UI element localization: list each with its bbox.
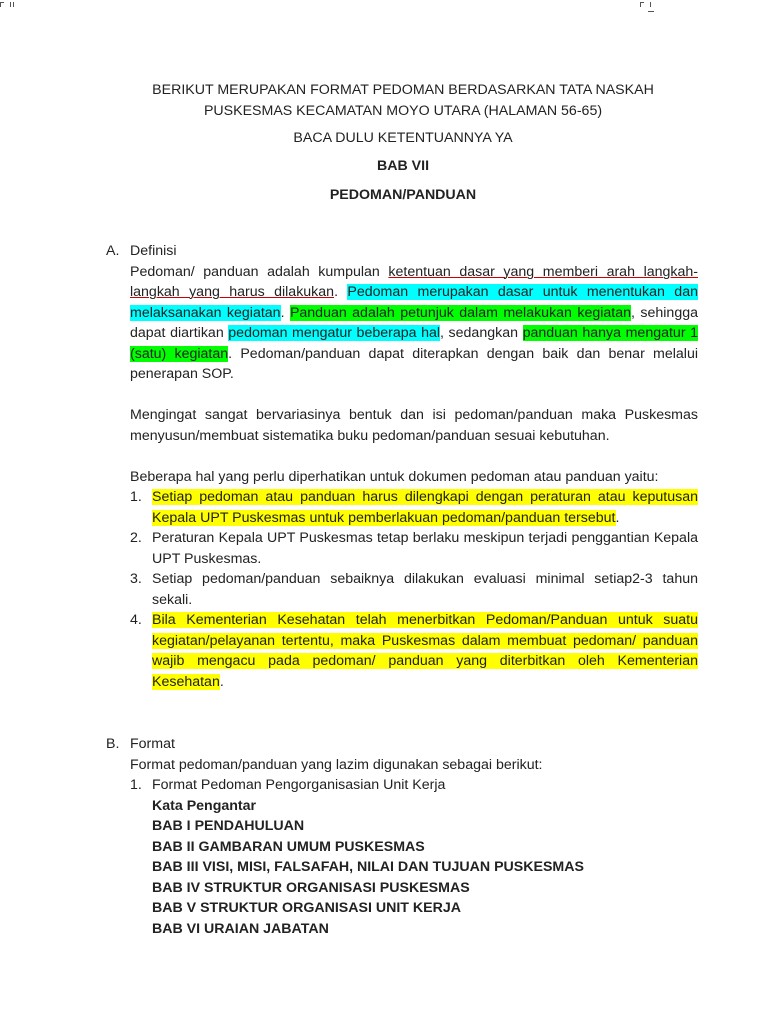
considerations-list [106,487,698,692]
section-a-letter: A. [106,243,120,259]
list-text: Format Pedoman Pengorganisasian Unit Kerja [152,777,446,793]
document-title [118,80,688,121]
section-b-heading [106,734,698,755]
yellow-highlight: Bila Kementerian Kesehatan telah menerbitkan Pedoman/Panduan untuk suatu kegiatan/pelayanan tertentu, maka Puskesmas dalam membuat pedoman/ panduan wajib mengacu pada pedoman/ panduan yang diterbitkan oleh Kementerian Kesehatan [152,612,698,690]
section-b-title: Format [130,736,175,752]
section-definisi [106,241,698,692]
text-run: . [219,673,224,690]
yellow-highlight: Setiap pedoman atau panduan harus dilengkapi dengan peraturan atau keputusan Kepala UPT Puskesmas untuk pemberlakuan pedoman/panduan tersebut [152,489,698,526]
list-item [130,569,698,610]
cyan-highlight: Pedoman merupakan dasar untuk menentukan dan melaksanakan kegiatan [130,284,698,321]
text-run: . [280,304,290,321]
outline-list [106,796,698,940]
section-format [106,734,698,939]
crop-mark-top-right [638,0,656,14]
green-highlight: panduan hanya mengatur 1 (satu) kegiatan [130,325,699,362]
chapter-title: PEDOMAN/PANDUAN [329,187,477,203]
text-run: . Pedoman/panduan dapat diterapkan dengan baik dan benar melalui penerapan SOP. [130,345,698,382]
list-number: 1. [130,489,142,505]
list-number: 1. [130,777,142,793]
text-run: . [334,284,348,300]
outline-item: BAB VI URAIAN JABATAN [152,920,329,937]
outline-item: BAB V STRUKTUR ORGANISASI UNIT KERJA [152,900,461,916]
cyan-highlight: pedoman mengatur beberapa hal [228,325,441,341]
considerations-intro: Beberapa hal yang perlu diperhatikan untuk dokumen pedoman atau panduan yaitu: [130,468,659,485]
list-number: 4. [130,612,142,628]
list-item [130,775,698,796]
outline-item: BAB I PENDAHULUAN [152,818,305,834]
text-run: , sehingga dapat diartikan [130,304,698,341]
format-intro: Format pedoman/panduan yang lazim digunakan sebagai berikut: [130,756,543,773]
chapter-number: BAB VII [376,158,430,174]
outline-item: Kata Pengantar [152,797,257,814]
list-item [130,610,698,692]
outline-item: BAB IV STRUKTUR ORGANISASI PUSKESMAS [152,879,470,896]
document-subtitle: BACA DULU KETENTUANNYA YA [293,130,513,146]
list-number: 2. [130,530,142,546]
format-list [106,775,698,796]
variation-paragraph: Mengingat sangat bervariasinya bentuk dan isi pedoman/panduan maka Puskesmas menyusun/membuat sistematika buku pedoman/panduan sesuai kebutuhan. [130,407,698,444]
crop-mark-top-left [0,0,18,14]
outline-item: BAB III VISI, MISI, FALSAFAH, NILAI DAN TUJUAN PUSKESMAS [152,859,584,875]
definition-paragraph [106,262,698,385]
section-a-title: Definisi [130,243,177,259]
section-a-heading [106,241,698,262]
title-line-1: BERIKUT MERUPAKAN FORMAT PEDOMAN BERDASARKAN TATA NASKAH [152,82,654,98]
title-line-2: PUSKESMAS KECAMATAN MOYO UTARA (HALAMAN 56-65) [203,102,603,119]
outline-item: BAB II GAMBARAN UMUM PUSKESMAS [152,838,425,855]
text-run: Pedoman/ panduan adalah kumpulan [130,263,389,280]
green-highlight: Panduan adalah petunjuk dalam melakukan kegiatan [289,304,632,321]
list-number: 3. [130,571,142,587]
section-b-letter: B. [106,736,120,752]
list-item [130,528,698,569]
text-run: , sedangkan [440,325,523,341]
underlined-text: ketentuan dasar yang memberi arah langkah-langkah yang harus dilakukan [130,263,698,300]
list-item [130,487,698,528]
list-text: Peraturan Kepala UPT Puskesmas tetap berlaku meskipun terjadi penggantian Kepala UPT Puskesmas. [152,530,698,567]
list-text: Setiap pedoman/panduan sebaiknya dilakukan evaluasi minimal setiap2-3 tahun sekali. [152,571,698,608]
text-run: . [615,509,620,526]
